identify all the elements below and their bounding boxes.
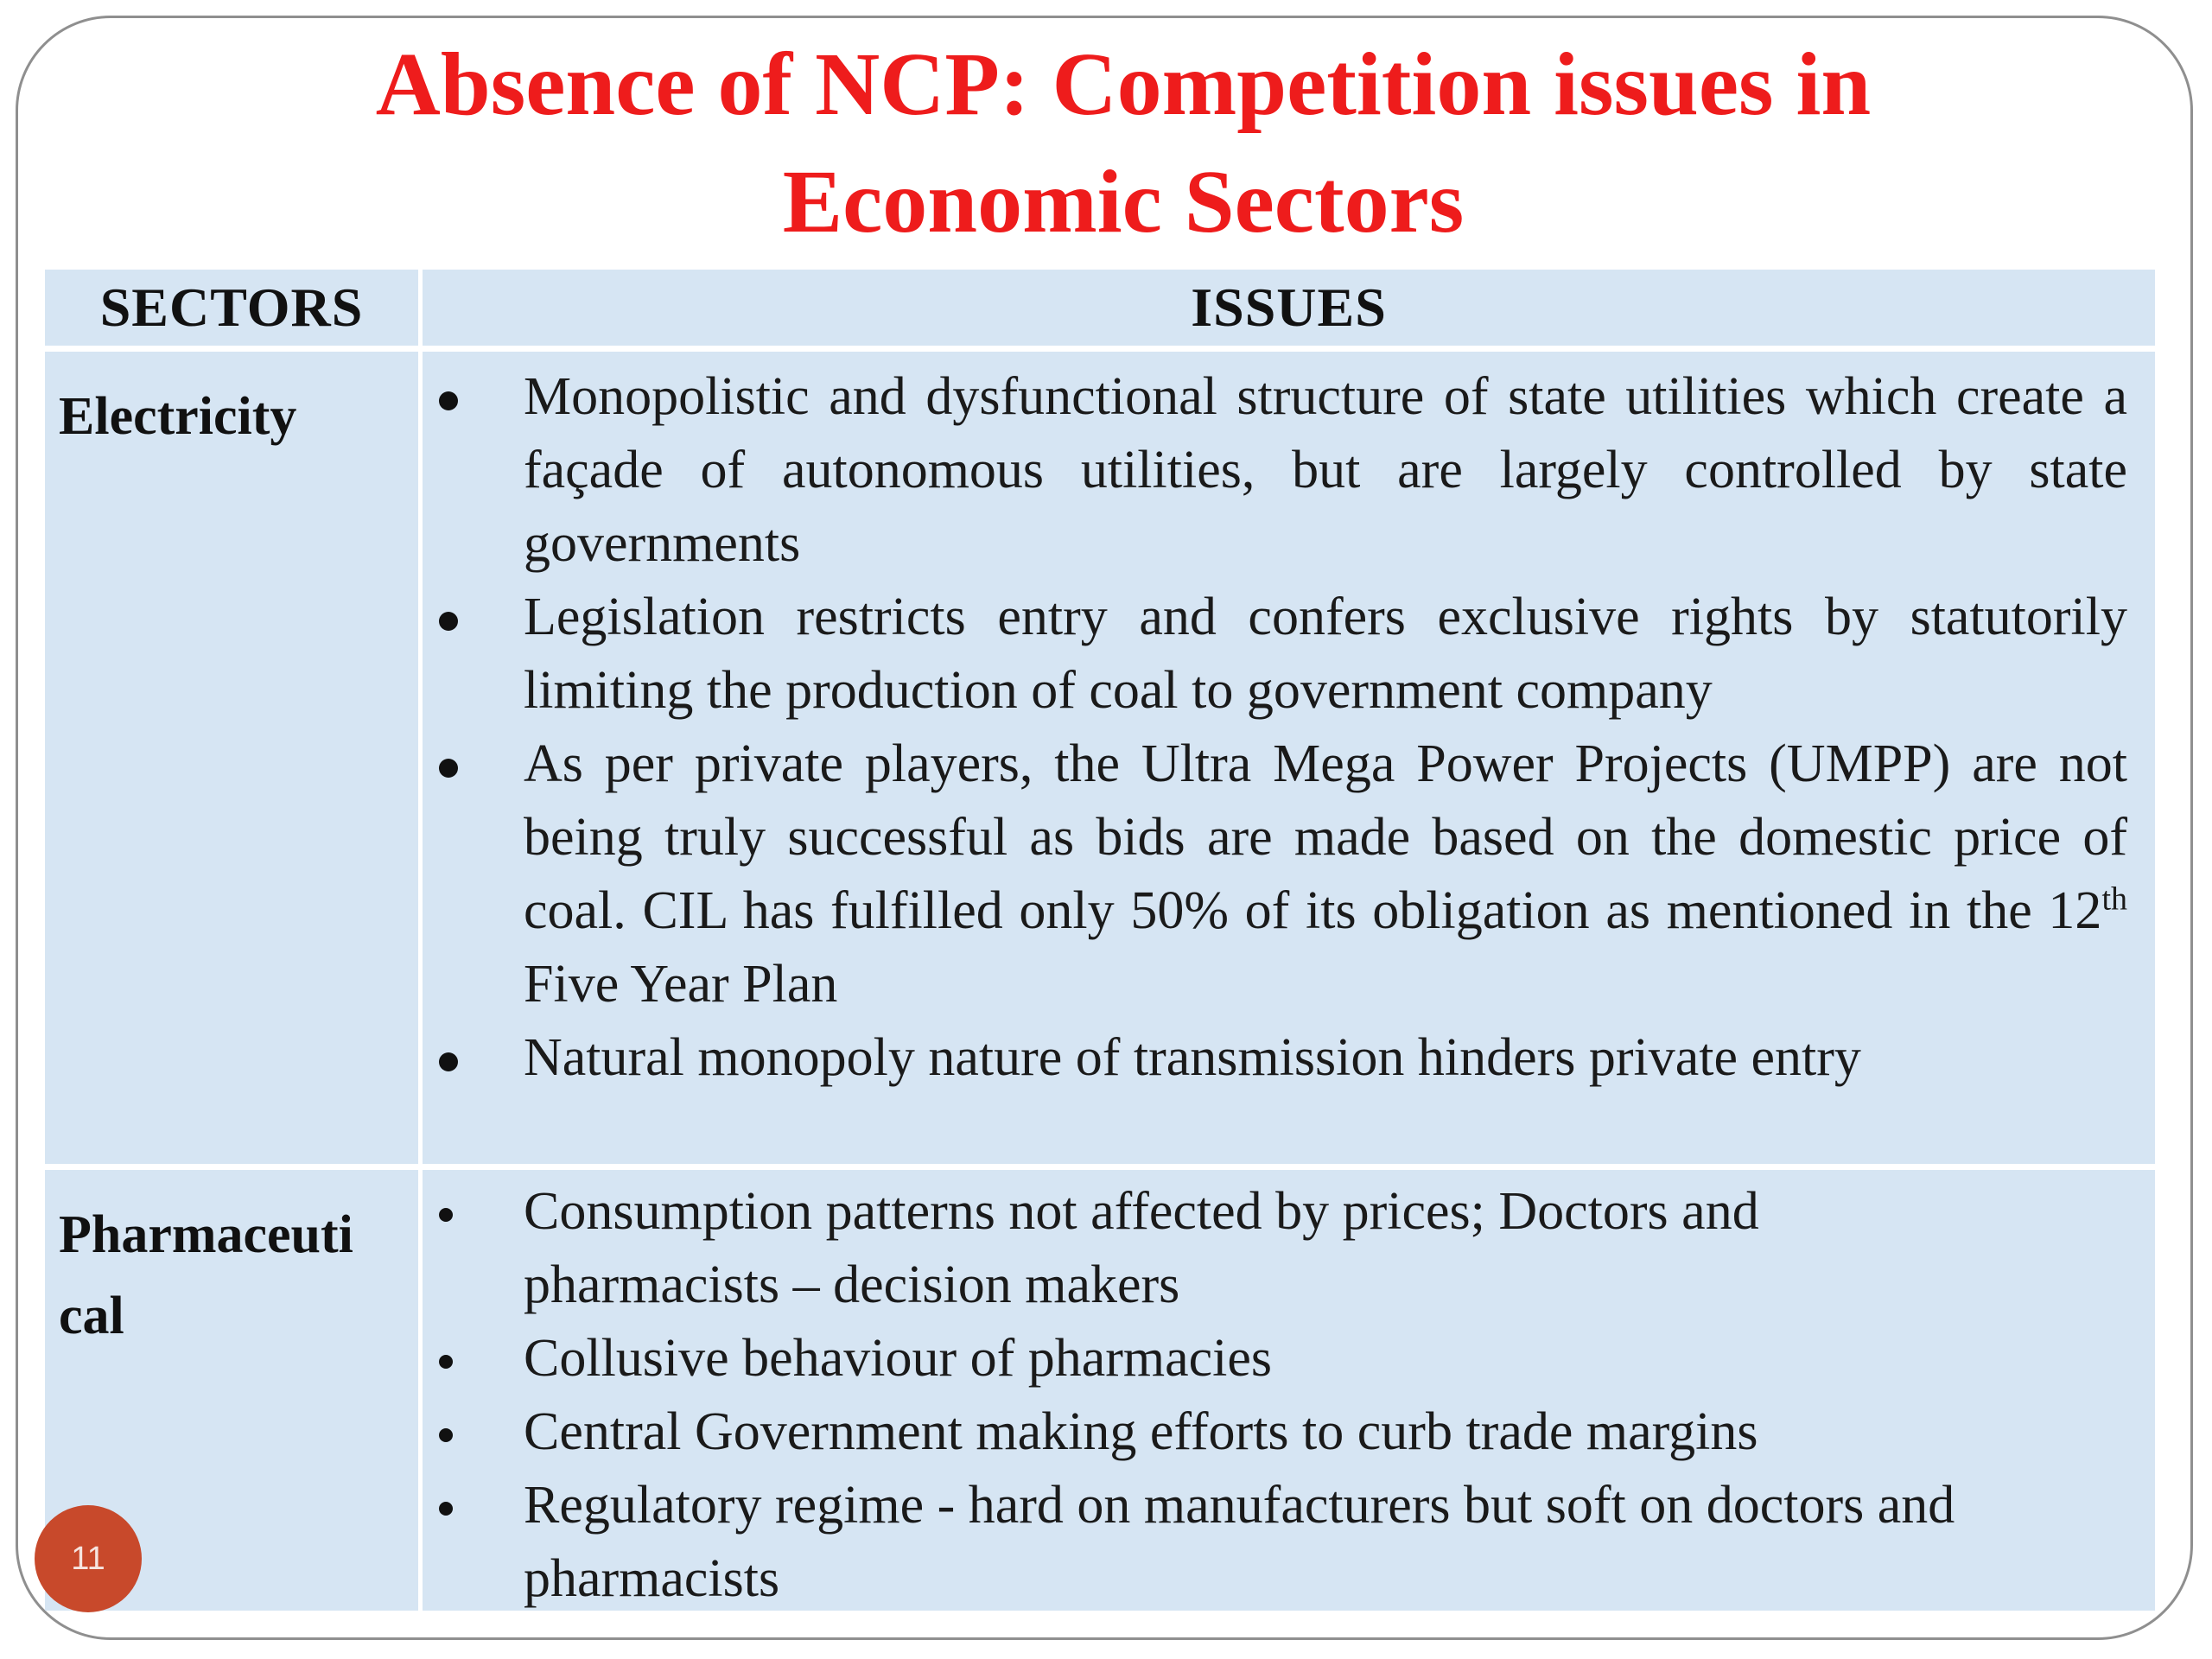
list-item [45, 1395, 2143, 1469]
bullet-icon [439, 612, 458, 631]
bullet-icon [439, 1052, 458, 1071]
issues-table [45, 270, 2155, 1611]
issue-text: Natural monopoly nature of transmission hinders private entry [524, 1028, 1861, 1087]
list-item [45, 581, 2143, 728]
bullet-icon [439, 391, 458, 410]
issue-list-pharmaceutical [45, 1175, 2143, 1616]
issue-text: Legislation restricts entry and confers exclusive rights by statutorily limiting the production of coal to government company [524, 588, 2127, 720]
sector-label: Electricity [59, 387, 297, 446]
issue-list-electricity [45, 360, 2143, 1095]
list-item [45, 1021, 2143, 1095]
title-line-1: Absence of NCP: Competition issues in [375, 35, 1872, 134]
issue-text: Consumption patterns not affected by prices; Doctors and pharmacists – decision makers [524, 1182, 1759, 1314]
header-sectors: SECTORS [45, 270, 418, 346]
bullet-icon [439, 759, 458, 778]
slide-title [130, 26, 2117, 261]
list-item [45, 728, 2143, 1021]
issue-text-tail: Five Year Plan [524, 955, 838, 1014]
bullet-icon [439, 1208, 453, 1222]
list-item [45, 1469, 2143, 1616]
sector-label-line-1: Pharmaceuti [59, 1205, 353, 1264]
list-item [45, 1322, 2143, 1395]
issue-superscript: th [2101, 880, 2127, 918]
issue-text: Collusive behaviour of pharmacies [524, 1329, 1273, 1388]
issues-pharmaceutical [423, 1170, 2155, 1611]
bullet-icon [439, 1502, 453, 1516]
issue-text: As per private players, the Ultra Mega Power Projects (UMPP) are not being truly successful as bids are made based on the domestic price of coal. CIL has fulfilled only 50% of its obligation as mentioned in the 12 [524, 734, 2127, 940]
issue-text: Regulatory regime - hard on manufacturers but soft on doctors and pharmacists [524, 1476, 1955, 1608]
sector-label-line-2: cal [59, 1287, 124, 1345]
issue-text: Central Government making efforts to curb trade margins [524, 1402, 1758, 1461]
list-item [45, 1175, 2143, 1322]
title-line-2: Economic Sectors [782, 152, 1465, 251]
issue-text: Monopolistic and dysfunctional structure of state utilities which create a façade of autonomous utilities, but are largely controlled by state governments [524, 367, 2127, 573]
header-issues: ISSUES [423, 270, 2155, 346]
list-item [45, 360, 2143, 581]
bullet-icon [439, 1428, 453, 1442]
bullet-icon [439, 1355, 453, 1369]
issues-electricity [423, 352, 2155, 1164]
slide-number-badge: 11 [35, 1505, 142, 1612]
